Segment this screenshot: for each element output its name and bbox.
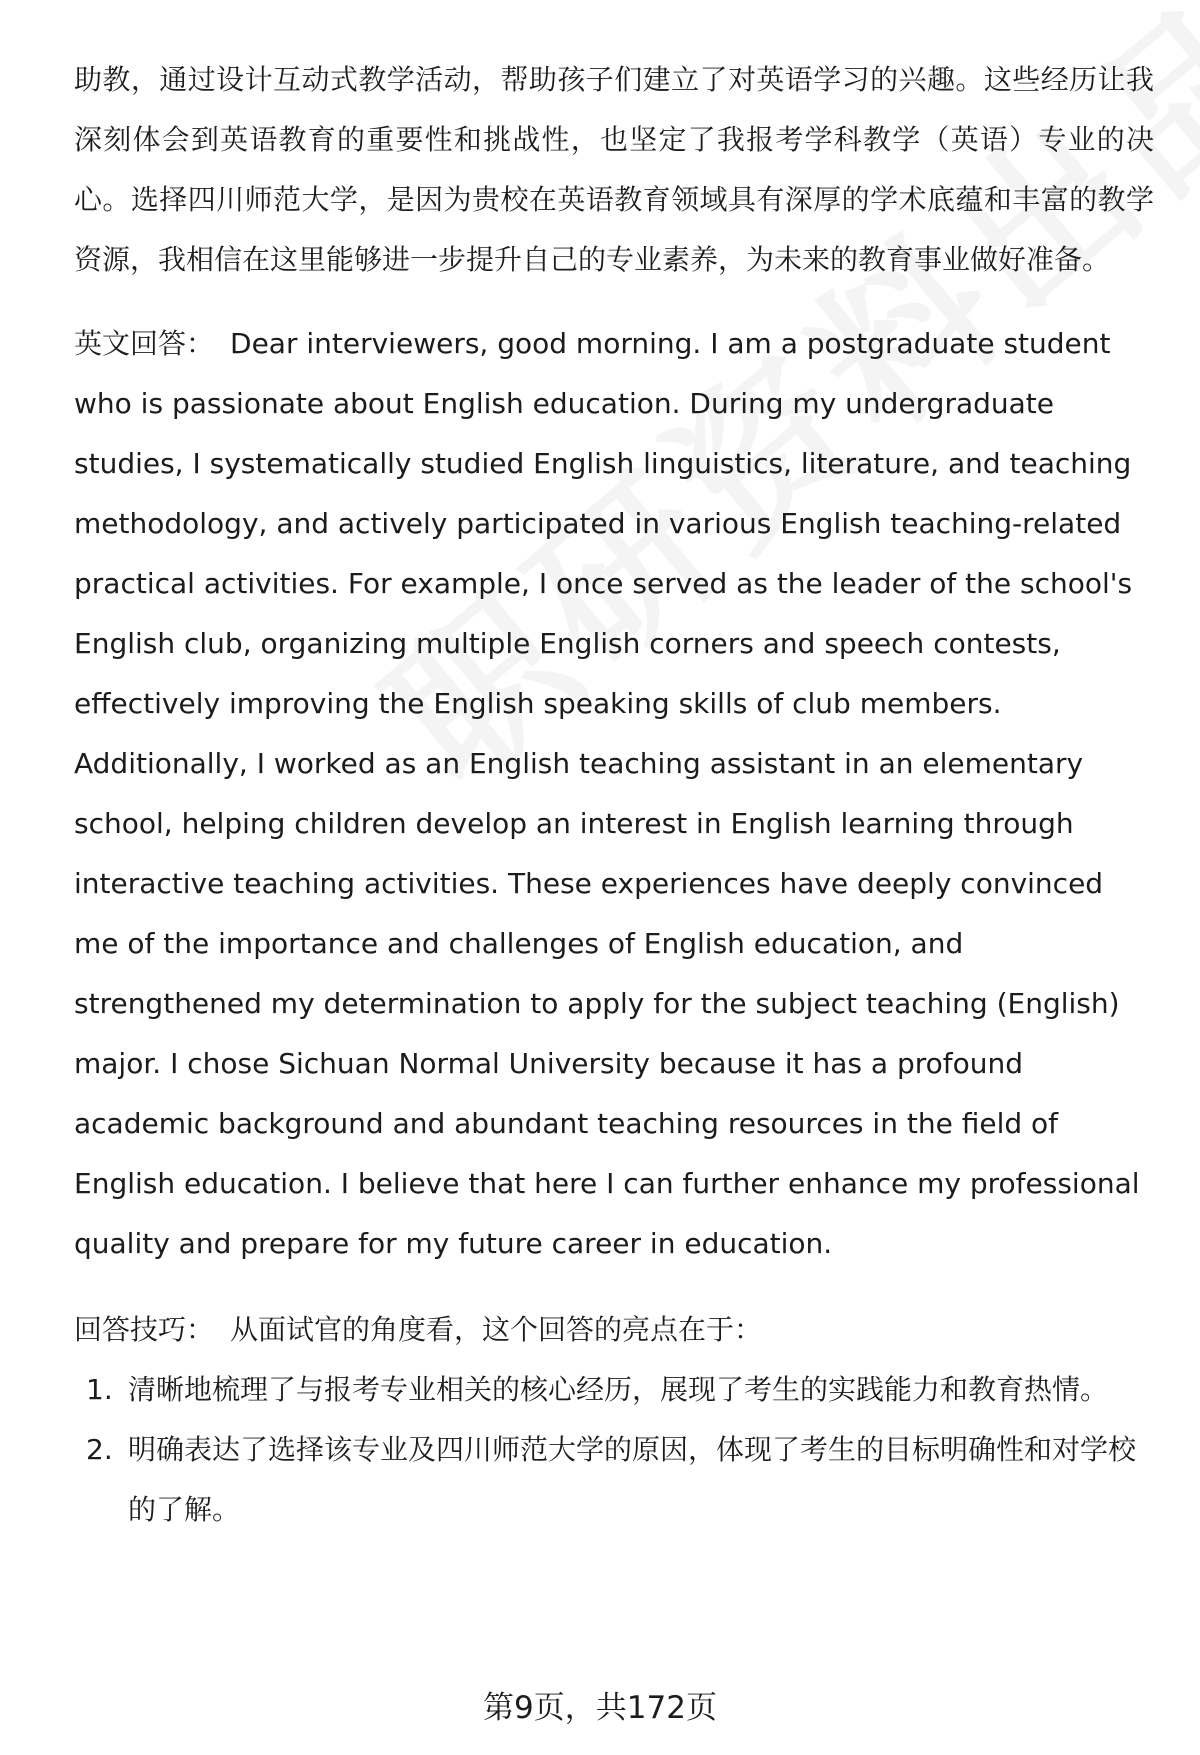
document-body — [74, 50, 1154, 1540]
chinese-answer-paragraph: 助教，通过设计互动式教学活动，帮助孩子们建立了对英语学习的兴趣。这些经历让我深刻体会到英语教育的重要性和挑战性，也坚定了我报考学科教学（英语）专业的决心。选择四川师范大学，是因为贵校在英语教育领域具有深厚的学术底蕴和丰富的教学资源，我相信在这里能够进一步提升自己的专业素养，为未来的教育事业做好准备。 — [74, 63, 1154, 276]
list-item-number: 2. — [86, 1433, 113, 1466]
tips-intro-text: 从面试官的角度看，这个回答的亮点在于： — [230, 1313, 763, 1346]
list-item-text: 明确表达了选择该专业及四川师范大学的原因，体现了考生的目标明确性和对学校的了解。 — [128, 1433, 1137, 1526]
tips-label: 回答技巧： — [74, 1313, 215, 1346]
tips-intro-paragraph — [74, 1300, 1154, 1360]
list-item-number: 1. — [86, 1373, 113, 1406]
list-item — [74, 1360, 1154, 1420]
english-answer-text: Dear interviewers, good morning. I am a postgraduate student who is passionate about English education. During my undergraduate studies, I systematically studied English linguistics, literature, and teaching methodology, and actively participated in various English teaching-related practical activities. For example, I once served as the leader of the school's English club, organizing multiple English corners and speech contests, effectively improving the English speaking skills of club members. Additionally, I worked as an English teaching assistant in an elementary school, helping children develop an interest in English learning through interactive teaching activities. These experiences have deeply convinced me of the importance and challenges of English education, and strengthened my determination to apply for the subject teaching (English) major. I chose Sichuan Normal University because it has a profound academic background and abundant teaching resources in the field of English education. I believe that here I can further enhance my professional quality and prepare for my future career in education. — [74, 327, 1140, 1260]
tips-list — [74, 1360, 1154, 1540]
english-answer-paragraph — [74, 314, 1154, 1274]
list-item — [74, 1420, 1154, 1540]
list-item-text: 清晰地梳理了与报考专业相关的核心经历，展现了考生的实践能力和教育热情。 — [128, 1373, 1109, 1406]
english-answer-label: 英文回答： — [74, 327, 215, 360]
page-number-footer: 第9页，共172页 — [483, 1690, 717, 1726]
